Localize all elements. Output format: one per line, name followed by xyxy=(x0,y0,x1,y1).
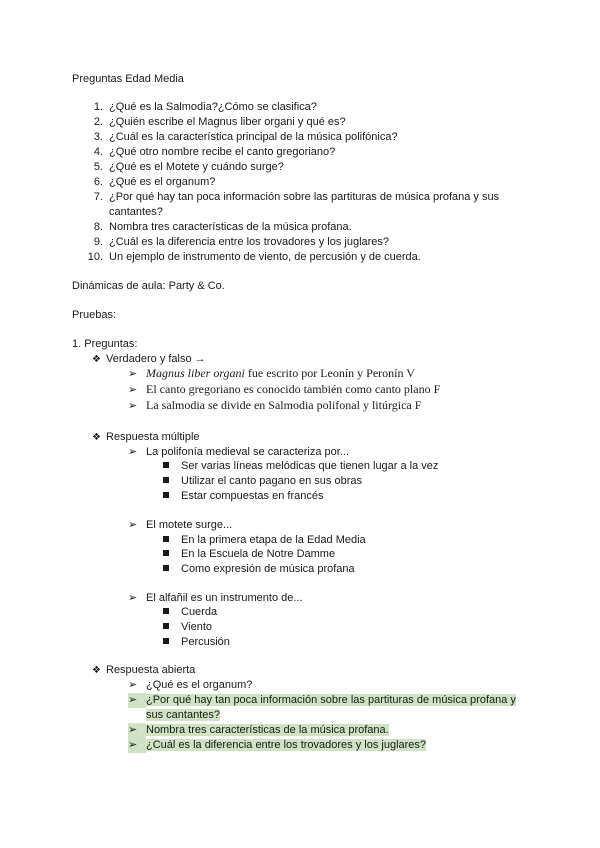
abierta-label: Respuesta abierta xyxy=(106,664,196,676)
question-list-item xyxy=(79,175,215,190)
mc-option xyxy=(163,547,335,562)
mc-option xyxy=(163,459,438,474)
arrow-bullet-icon: ➢ xyxy=(128,693,146,708)
open-question-text: ¿Qué es el organum? xyxy=(146,679,253,691)
mc-option-text: En la Escuela de Notre Damme xyxy=(181,548,336,560)
mc-option xyxy=(163,474,362,489)
question-text: Nombra tres características de la música profana. xyxy=(109,221,352,233)
list-number: 10. xyxy=(87,251,103,263)
question-text: ¿Qué es el organum? xyxy=(109,176,216,188)
dinamicas-line: Dinámicas de aula: Party & Co. xyxy=(72,280,225,292)
question-text: ¿Cuál es la característica principal de la música polifónica? xyxy=(109,131,398,143)
mc-option-text: Utilizar el canto pagano en sus obras xyxy=(181,475,362,487)
arrow-bullet-icon: ➢ xyxy=(128,679,138,691)
vf-item xyxy=(128,382,440,398)
mc-option-text: Como expresión de música profana xyxy=(181,563,355,575)
vf-item-text: El canto gregoriano es conocido también como canto plano F xyxy=(146,382,441,396)
question-list-item xyxy=(79,130,398,145)
question-text: ¿Por qué hay tan poca información sobre las partituras de música profana y sus xyxy=(109,191,500,203)
open-question-text: ¿Por qué hay tan poca información sobre las partituras de música profana y xyxy=(146,694,516,706)
arrow-bullet-icon: ➢ xyxy=(128,519,138,531)
vf-item xyxy=(128,366,415,382)
question-text: ¿Cuál es la diferencia entre los trovadores y los juglares? xyxy=(109,236,390,248)
mc-question-text: El alfañil es un instrumento de... xyxy=(146,592,303,604)
question-list-item xyxy=(79,115,346,130)
list-number: 3. xyxy=(93,131,103,143)
open-question-text: Nombra tres características de la música profana. xyxy=(146,724,389,736)
vf-item-text: fue escrito por Leonín y Peronín V xyxy=(244,366,415,380)
question-list-item xyxy=(79,190,499,205)
question-list-item xyxy=(79,250,421,265)
question-text: ¿Qué es el Motete y cuándo surge? xyxy=(109,161,284,173)
list-number: 2. xyxy=(93,116,103,128)
question-list-item xyxy=(79,145,335,160)
mc-question xyxy=(128,591,303,606)
mc-question xyxy=(128,518,232,533)
open-question-text: sus cantantes? xyxy=(146,709,220,721)
arrow-bullet-icon: ➢ xyxy=(128,368,138,380)
italic-title: Magnus liber organi xyxy=(146,366,245,380)
open-question-continuation xyxy=(146,708,220,723)
mc-option-text: Percusión xyxy=(181,636,230,648)
square-bullet-icon xyxy=(163,462,169,468)
square-bullet-icon xyxy=(163,608,169,614)
question-text: Un ejemplo de instrumento de viento, de percusión y de cuerda. xyxy=(109,251,421,263)
arrow-bullet-icon: ➢ xyxy=(128,446,138,458)
mc-option xyxy=(163,562,355,577)
list-number: 4. xyxy=(93,146,103,158)
diamond-bullet-icon: ❖ xyxy=(92,354,101,365)
mc-option-text: Cuerda xyxy=(181,606,218,618)
mc-question-text: La polifonía medieval se caracteriza por... xyxy=(146,446,350,458)
multiple-section xyxy=(92,430,200,446)
diamond-bullet-icon: ❖ xyxy=(92,665,101,676)
mc-option xyxy=(163,489,323,504)
mc-question-text: El motete surge... xyxy=(146,519,233,531)
mc-option-text: Estar compuestas en francés xyxy=(181,490,324,502)
mc-option xyxy=(163,533,366,548)
arrow-bullet-icon: ➢ xyxy=(128,592,138,604)
question-list-item xyxy=(79,235,389,250)
vf-label: Verdadero y falso → xyxy=(106,353,206,365)
question-list-item xyxy=(79,160,284,175)
list-number: 9. xyxy=(93,236,103,248)
question-text: ¿Qué otro nombre recibe el canto gregoriano? xyxy=(109,146,336,158)
multiple-label: Respuesta múltiple xyxy=(106,431,200,443)
question-text-continuation: cantantes? xyxy=(109,206,163,218)
mc-option xyxy=(163,620,212,635)
vf-item-text: La salmodia se divide en Salmodia polifonal y litúrgica F xyxy=(146,398,422,412)
open-question-text: ¿Cuál es la diferencia entre los trovadores y los juglares? xyxy=(146,739,427,751)
square-bullet-icon xyxy=(163,536,169,542)
question-list-item xyxy=(79,220,352,235)
abierta-section xyxy=(92,663,195,679)
mc-option-text: Ser varias líneas melódicas que tienen lugar a la vez xyxy=(181,460,439,472)
mc-question xyxy=(128,445,349,460)
question-text: ¿Quién escribe el Magnus liber organi y qué es? xyxy=(109,116,346,128)
list-number: 8. xyxy=(93,221,103,233)
mc-option xyxy=(163,635,230,650)
mc-option xyxy=(163,605,217,620)
square-bullet-icon xyxy=(163,565,169,571)
square-bullet-icon xyxy=(163,623,169,629)
list-number: 6. xyxy=(93,176,103,188)
arrow-bullet-icon: ➢ xyxy=(128,738,146,753)
square-bullet-icon xyxy=(163,477,169,483)
mc-option-text: En la primera etapa de la Edad Media xyxy=(181,534,366,546)
square-bullet-icon xyxy=(163,638,169,644)
arrow-bullet-icon: ➢ xyxy=(128,400,138,412)
arrow-bullet-icon: ➢ xyxy=(128,384,138,396)
question-list-item xyxy=(79,100,317,115)
arrow-bullet-icon: ➢ xyxy=(128,723,146,738)
mc-option-text: Viento xyxy=(181,621,212,633)
open-question xyxy=(128,738,426,753)
square-bullet-icon xyxy=(163,492,169,498)
square-bullet-icon xyxy=(163,550,169,556)
pruebas-heading: Pruebas: xyxy=(72,309,117,321)
page-title: Preguntas Edad Media xyxy=(72,73,184,85)
list-number: 1. xyxy=(93,101,103,113)
open-question xyxy=(128,693,516,708)
vf-item xyxy=(128,398,421,414)
diamond-bullet-icon: ❖ xyxy=(92,432,101,443)
section-heading: 1. Preguntas: xyxy=(72,338,138,350)
question-text: ¿Qué es la Salmodia?¿Cómo se clasifica? xyxy=(109,101,317,113)
list-number: 7. xyxy=(93,191,103,203)
open-question xyxy=(128,723,389,738)
open-question xyxy=(128,678,252,693)
list-number: 5. xyxy=(93,161,103,173)
